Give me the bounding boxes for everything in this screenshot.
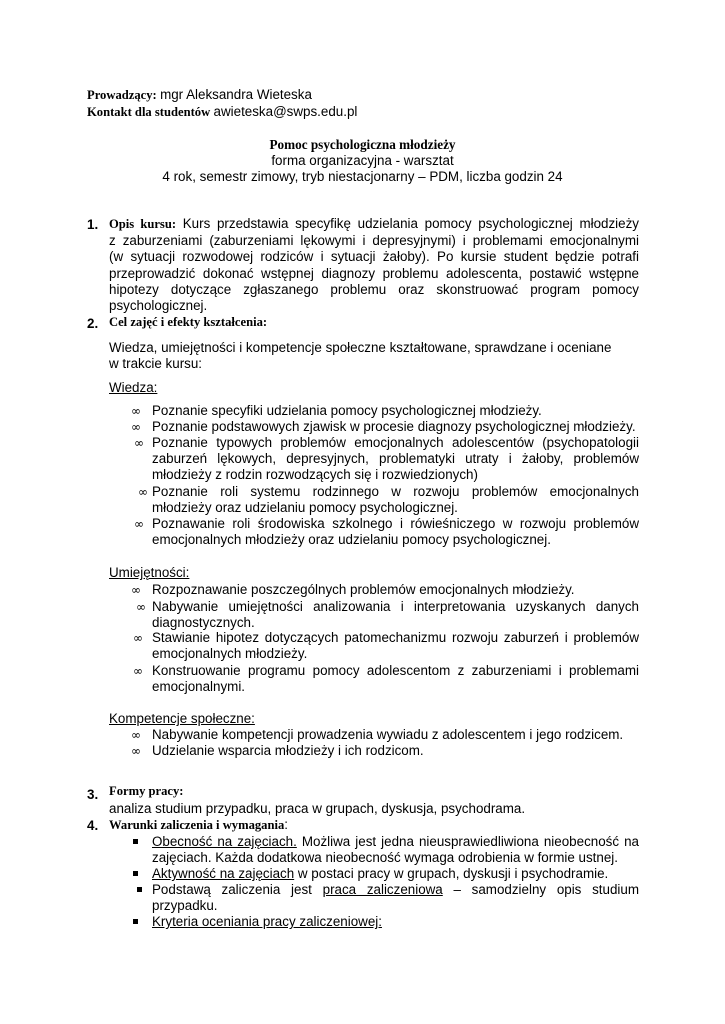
course-title: Pomoc psychologiczna młodzieży — [269, 137, 456, 152]
skills-item-2-line-1: Nabywanie umiejętności analizowania i interpretowania uzyskanych danych — [152, 599, 639, 614]
course-details: 4 rok, semestr zimowy, tryb niestacjonarny – PDM, liczba godzin 24 — [162, 169, 563, 184]
square-bullet-icon — [133, 919, 138, 924]
square-bullet-icon — [133, 839, 138, 844]
condition-4: Kryteria oceniania pracy zaliczeniowej: — [152, 914, 382, 929]
section-4-heading-line — [109, 817, 288, 833]
condition-3-text-a: Podstawą zaliczenia jest — [152, 882, 312, 897]
knowledge-item-3-line-1: Poznanie typowych problemów emocjonalnych adolescentów (psychopatologii — [152, 435, 639, 450]
square-bullet-icon — [133, 871, 138, 876]
knowledge-item-5-line-2: emocjonalnych młodzieży oraz udzielaniu pomocy psychologicznej. — [152, 532, 551, 547]
knowledge-item-4-line-1: Poznanie roli systemu rodzinnego w rozwoju problemów emocjonalnych — [152, 484, 639, 499]
skills-bullet-1: ∞ — [131, 583, 141, 597]
instructor-label: Prowadzący: — [87, 88, 157, 102]
section-1-number: 1. — [87, 217, 99, 232]
knowledge-item-4-line-2: młodzieży oraz udzielaniu pomocy psychologicznej. — [152, 500, 458, 515]
section-3-number: 3. — [87, 787, 99, 802]
skills-bullet-3: ∞ — [133, 631, 143, 645]
condition-2-text: w postaci pracy w grupach, dyskusji i psychodramie. — [297, 866, 609, 881]
section-1-line-4: przeprowadzić dokonać wstępnej diagnozy problemu adolescenta, postawić wstępne — [109, 266, 639, 281]
skills-item-3-line-2: emocjonalnych młodzieży. — [152, 646, 308, 661]
section-1-line-2: z zaburzeniami (zaburzeniami lękowymi i depresyjnymi) i problemami emocjonalnymi — [109, 233, 639, 248]
competences-bullet-2: ∞ — [131, 744, 141, 758]
section-4-number: 4. — [87, 818, 99, 833]
section-1-line-3: (w sytuacji rozwodowej rodziców i sytuacji żałoby). Po kursie student będzie potrafi — [109, 249, 639, 264]
contact-line — [87, 104, 357, 120]
skills-item-1: Rozpoznawanie poszczególnych problemów emocjonalnych młodzieży. — [152, 582, 575, 597]
section-3-heading: Formy pracy: — [109, 784, 184, 798]
knowledge-bullet-2: ∞ — [131, 420, 141, 434]
knowledge-item-1: Poznanie specyfiki udzielania pomocy psychologicznej młodzieży. — [152, 403, 542, 418]
knowledge-item-5-line-1: Poznawanie roli środowiska szkolnego i rówieśniczego w rozwoju problemów — [152, 516, 639, 531]
instructor-name: mgr Aleksandra Wieteska — [160, 87, 312, 102]
condition-1-text: Możliwa jest jedna nieusprawiedliwiona nieobecność na — [301, 834, 639, 849]
condition-1-line-1 — [152, 834, 639, 850]
section-1-text: Kurs przedstawia specyfikę udzielania pomocy psychologicznej młodzieży — [182, 216, 639, 231]
knowledge-item-3-line-2: zaburzeń lękowych, depresyjnych, problematyki utraty i żałoby, problemów — [152, 451, 639, 466]
skills-item-2-line-2: diagnostycznych. — [152, 615, 255, 630]
condition-2-title: Aktywność na zajęciach — [152, 866, 295, 881]
competences-item-2: Udzielanie wsparcia młodzieży i ich rodzicom. — [152, 743, 424, 758]
instructor-line — [87, 87, 312, 103]
competences-item-1: Nabywanie kompetencji prowadzenia wywiadu z adolescentem i jego rodzicem. — [152, 727, 624, 742]
skills-item-4-line-2: emocjonalnymi. — [152, 679, 246, 694]
skills-item-3-line-1: Stawianie hipotez dotyczących patomechanizmu rozwoju zaburzeń i problemów — [152, 630, 639, 645]
knowledge-bullet-3: ∞ — [134, 436, 144, 450]
skills-bullet-2: ∞ — [136, 600, 146, 614]
knowledge-heading: Wiedza: — [109, 380, 158, 395]
square-bullet-icon — [137, 887, 142, 892]
section-1-line-1 — [109, 216, 639, 232]
knowledge-bullet-5: ∞ — [134, 517, 144, 531]
competences-heading: Kompetencje społeczne: — [109, 711, 255, 726]
section-2-intro-1: Wiedza, umiejętności i kompetencje społeczne kształtowane, sprawdzane i oceniane — [109, 340, 612, 355]
condition-3-underlined: praca zaliczeniowa — [322, 882, 443, 897]
condition-1-title: Obecność na zajęciach. — [152, 834, 297, 849]
condition-3-line-2: przypadku. — [152, 898, 218, 913]
course-form: forma organizacyjna - warsztat — [271, 153, 454, 168]
competences-bullet-1: ∞ — [131, 728, 141, 742]
section-4-heading: Warunki zaliczenia i wymagania — [109, 818, 285, 832]
condition-1-line-2: zajęciach. Każda dodatkowa nieobecność wymaga odrobienia w formie ustnej. — [152, 850, 618, 865]
section-1-line-5: hipotezy dotyczące zgłaszanego problemu oraz skonstruować program pomocy — [109, 282, 639, 297]
knowledge-item-3-line-3: młodzieży z rodzin rozwodzących się i rozwiedzionych) — [152, 467, 478, 482]
section-2-intro-2: w trakcie kursu: — [109, 356, 203, 371]
section-3-text: analiza studium przypadku, praca w grupach, dyskusja, psychodrama. — [109, 801, 526, 816]
contact-label: Kontakt dla studentów — [87, 105, 211, 119]
skills-heading: Umiejętności: — [109, 565, 190, 580]
condition-3-text-b: – samodzielny opis studium — [453, 882, 639, 897]
contact-email[interactable]: awieteska@swps.edu.pl — [213, 104, 358, 119]
condition-2 — [152, 866, 608, 882]
section-1-line-6: psychologicznej. — [109, 298, 208, 313]
knowledge-bullet-4: ∞ — [138, 485, 148, 499]
section-4-colon: : — [284, 817, 289, 832]
knowledge-item-2: Poznanie podstawowych zjawisk w procesie diagnozy psychologicznej młodzieży. — [152, 419, 636, 434]
condition-3-line-1 — [152, 882, 639, 898]
section-2-heading: Cel zajęć i efekty kształcenia: — [109, 315, 268, 329]
skills-item-4-line-1: Konstruowanie programu pomocy adolescentom z zaburzeniami i problemami — [152, 663, 639, 678]
section-2-number: 2. — [87, 316, 99, 331]
knowledge-bullet-1: ∞ — [131, 404, 141, 418]
section-1-heading: Opis kursu: — [109, 217, 177, 231]
skills-bullet-4: ∞ — [133, 664, 143, 678]
